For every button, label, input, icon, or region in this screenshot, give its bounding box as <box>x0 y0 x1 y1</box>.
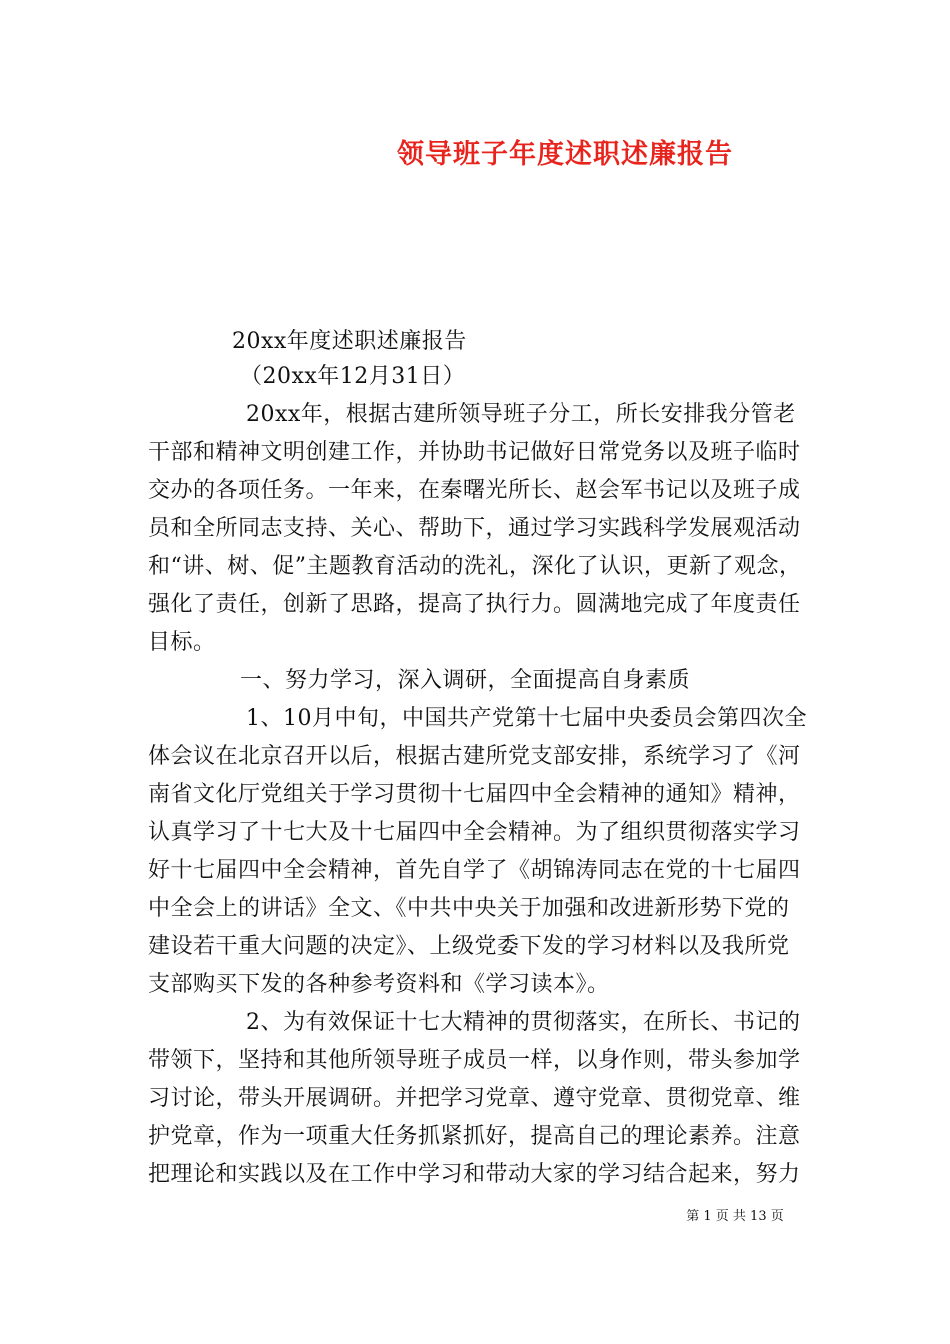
body-line: 2、为有效保证十七大精神的贯彻落实，在所长、书记的 <box>246 1010 801 1035</box>
body-line: 强化了责任，创新了思路，提高了执行力。圆满地完成了年度责任 <box>148 592 801 617</box>
body-line: 1、10月中旬，中国共产党第十七届中央委员会第四次全 <box>246 706 807 731</box>
body-line: 20xx年，根据古建所领导班子分工，所长安排我分管老 <box>246 402 796 427</box>
body-line: 把理论和实践以及在工作中学习和带动大家的学习结合起来，努力 <box>148 1162 801 1187</box>
body-line: 干部和精神文明创建工作，并协助书记做好日常党务以及班子临时 <box>148 440 801 465</box>
body-line: 体会议在北京召开以后，根据古建所党支部安排，系统学习了《河 <box>148 744 801 769</box>
body-line: 好十七届四中全会精神，首先自学了《胡锦涛同志在党的十七届四 <box>148 858 801 883</box>
body-line: 习讨论，带头开展调研。并把学习党章、遵守党章、贯彻党章、维 <box>148 1086 801 1111</box>
body-line: 和“讲、树、促”主题教育活动的洗礼，深化了认识，更新了观念， <box>148 554 802 579</box>
body-line: 支部购买下发的各种参考资料和《学习读本》。 <box>148 972 610 997</box>
body-line: 南省文化厅党组关于学习贯彻十七届四中全会精神的通知》精神， <box>148 782 801 807</box>
body-line: 交办的各项任务。一年来，在秦曙光所长、赵会军书记以及班子成 <box>148 478 801 503</box>
body-line: 建设若干重大问题的决定》、上级党委下发的学习材料以及我所党 <box>148 934 790 959</box>
report-heading: 20xx年度述职述廉报告 <box>232 329 467 354</box>
page-number: 第 1 页 共 13 页 <box>686 1209 784 1224</box>
body-line: 带领下，坚持和其他所领导班子成员一样，以身作则，带头参加学 <box>148 1048 801 1073</box>
body-line: 认真学习了十七大及十七届四中全会精神。为了组织贯彻落实学习 <box>148 820 801 845</box>
body-line: 目标。 <box>148 630 216 655</box>
body-line: 员和全所同志支持、关心、帮助下，通过学习实践科学发展观活动 <box>148 516 801 541</box>
body-line: 中全会上的讲话》全文、《中共中央关于加强和改进新形势下党的 <box>148 896 790 921</box>
section-heading: 一、努力学习，深入调研，全面提高自身素质 <box>240 668 691 693</box>
document-title: 领导班子年度述职述廉报告 <box>397 139 733 170</box>
body-line: 护党章，作为一项重大任务抓紧抓好，提高自己的理论素养。注意 <box>148 1124 801 1149</box>
report-date: （20xx年12月31日） <box>240 364 466 389</box>
